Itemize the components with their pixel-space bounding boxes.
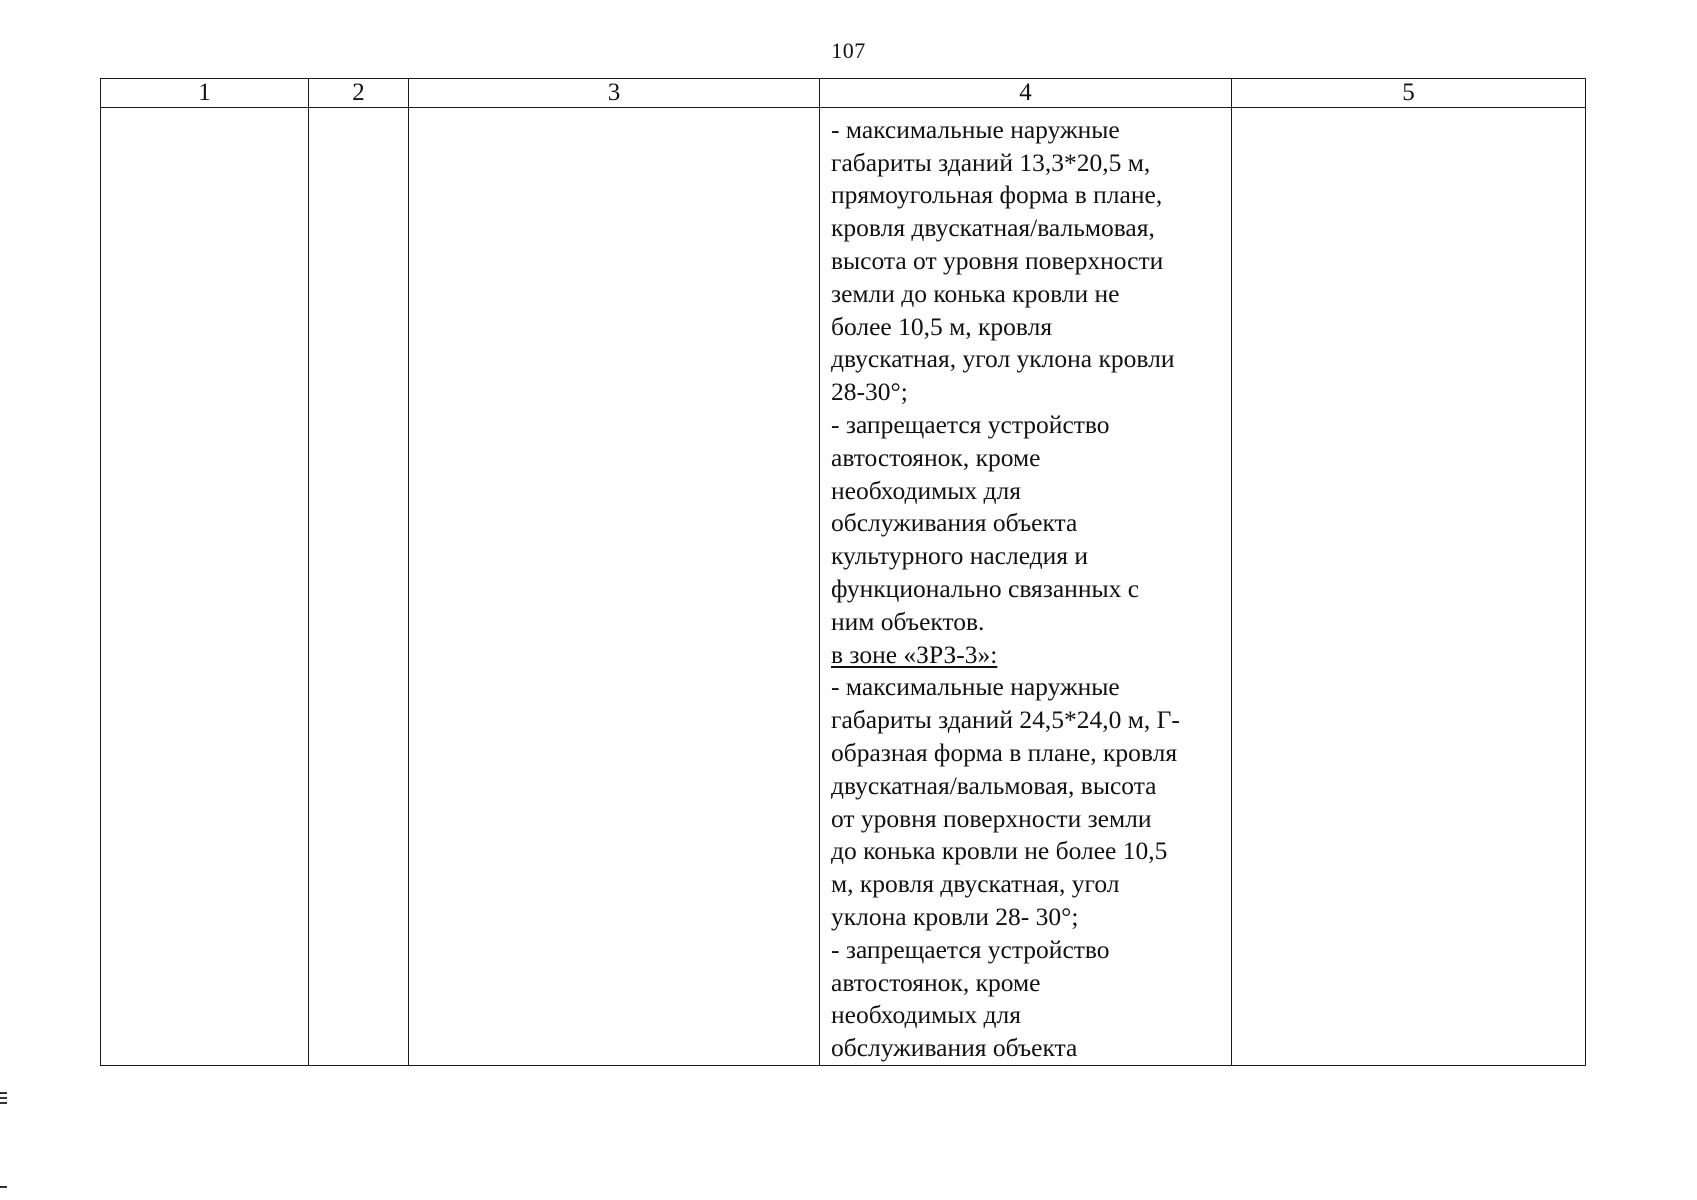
cell-col-5 [1232,108,1585,1065]
regulation-text-line: обслуживания объекта [831,508,1078,538]
regulation-text-line: двускатная/вальмовая, высота [831,770,1157,800]
requirements-table [100,78,1586,1066]
regulation-text-line: необходимых для [831,475,1021,505]
regulation-text-line: двускатная, угол уклона кровли [831,344,1175,374]
regulation-text-line: высота от уровня поверхности [831,246,1164,276]
regulation-text-line: кровля двускатная/вальмовая, [831,213,1155,243]
regulation-text-line: габариты зданий 24,5*24,0 м, Г- [831,705,1180,735]
cell-col-1 [101,108,309,1065]
regulation-text-line: обслуживания объекта [831,1033,1078,1063]
regulation-text-line: автостоянок, кроме [831,967,1041,997]
page-number: 107 [831,38,866,63]
regulation-text-line: габариты зданий 13,3*20,5 м, [831,147,1151,177]
regulation-text-line: - максимальные наружные [831,672,1120,702]
regulation-text-line: уклона кровли 28- 30°; [831,902,1079,932]
regulation-text-line: от уровня поверхности земли [831,803,1152,833]
table-row [101,108,1585,1065]
regulation-text-line: культурного наследия и [831,541,1089,571]
scan-margin-mark [0,1097,7,1099]
regulation-text-line: м, кровля двускатная, угол [831,869,1120,899]
regulation-text-line: прямоугольная форма в плане, [831,180,1163,210]
regulation-text-line: до конька кровли не более 10,5 [831,836,1168,866]
regulation-text-line: автостоянок, кроме [831,442,1041,472]
scan-margin-mark [0,1092,7,1094]
column-header-4: 4 [820,79,1232,107]
column-header-3: 3 [409,79,820,107]
table-header-row [101,79,1585,108]
regulation-text-line: - максимальные наружные [831,114,1120,144]
zone-heading-text: в зоне «ЗРЗ-3»: [831,639,998,669]
cell-col-2 [309,108,409,1065]
regulation-text-line: 28-30°; [831,377,908,407]
regulation-text-line: необходимых для [831,1000,1021,1030]
column-header-2: 2 [309,79,409,107]
scan-margin-mark [0,1186,7,1188]
regulation-text-line: образная форма в плане, кровля [831,738,1178,768]
cell-col-3 [409,108,820,1065]
column-header-5: 5 [1402,79,1415,107]
regulation-text-line: более 10,5 м, кровля [831,311,1053,341]
cell-col-4-regulations [820,108,1232,1065]
scan-margin-mark [0,1102,7,1104]
column-header-1: 1 [101,79,309,107]
regulation-text-line: - запрещается устройство [831,410,1110,440]
regulation-text-line: функционально связанных с [831,574,1140,604]
regulation-text-line: земли до конька кровли не [831,278,1120,308]
regulation-text-line: - запрещается устройство [831,934,1110,964]
regulation-text-line: ним объектов. [831,606,985,636]
